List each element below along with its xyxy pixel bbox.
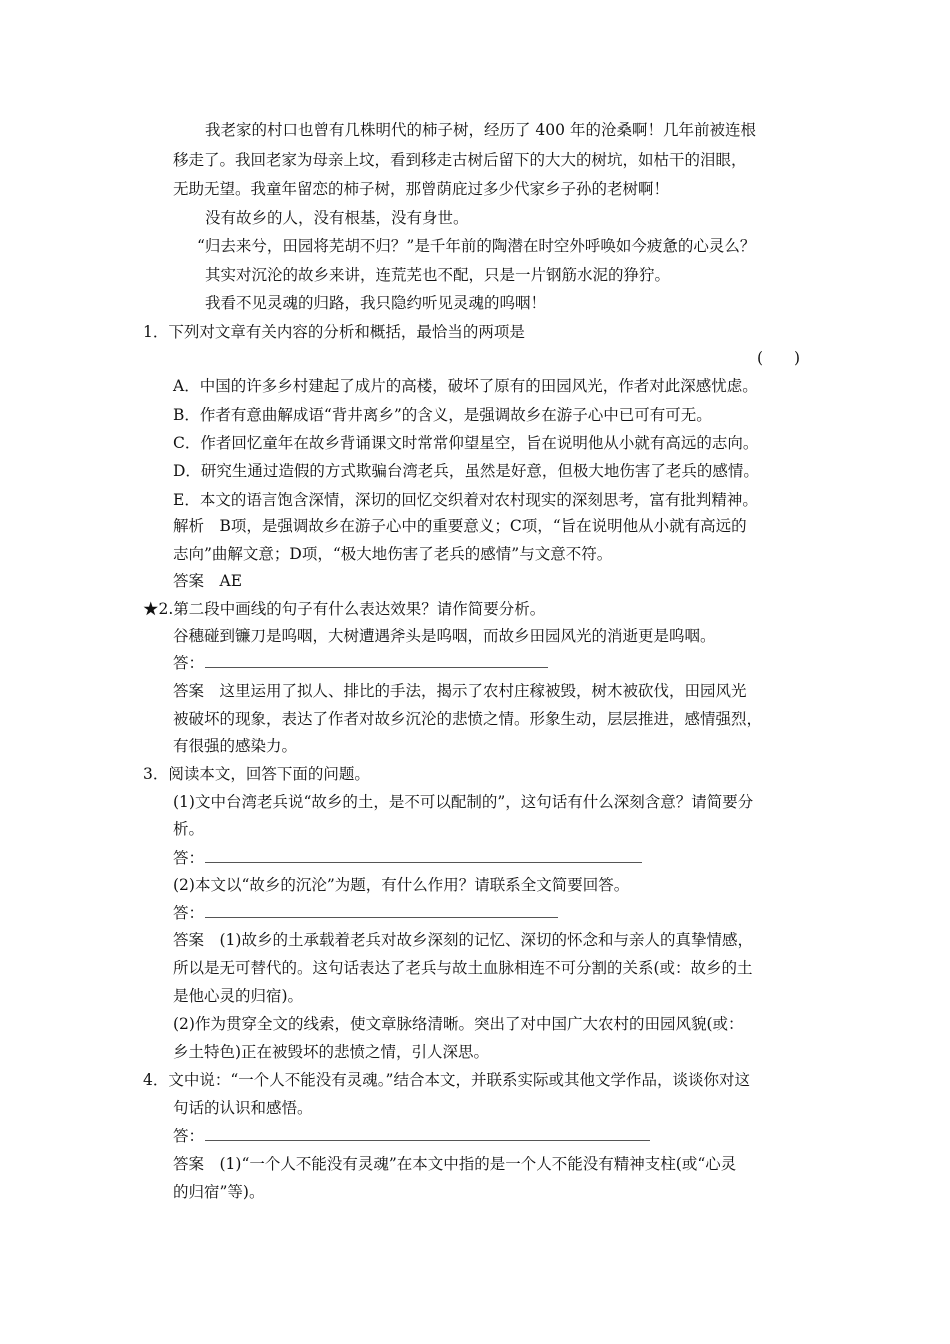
answer-prompt: 答： — [173, 654, 205, 672]
passage-line: 移走了。我回老家为母亲上坟，看到移走古树后留下的大大的树坑，如枯干的泪眼， — [173, 151, 747, 169]
option-c: C．作者回忆童年在故乡背诵课文时常常仰望星空，旨在说明他从小就有高远的志向。 — [173, 434, 759, 452]
passage-line: 无助无望。我童年留恋的柿子树，那曾荫庇过多少代家乡子孙的老树啊！ — [173, 180, 670, 198]
answer-line: 乡土特色)正在被毁坏的悲愤之情，引人深思。 — [173, 1043, 490, 1061]
passage-line: 其实对沉沦的故乡来讲，连荒芜也不配，只是一片钢筋水泥的狰狞。 — [205, 266, 671, 284]
passage-line: 我老家的村口也曾有几株明代的柿子树，经历了 400 年的沧桑啊！几年前被连根 — [205, 121, 756, 139]
sub-question-1: (1)文中台湾老兵说“故乡的土，是不可以配制的”，这句话有什么深刻含意？请简要分 — [173, 793, 754, 811]
answer-blank[interactable] — [205, 667, 548, 668]
answer-line: 有很强的感染力。 — [173, 737, 298, 755]
answer-blank[interactable] — [205, 917, 558, 918]
answer-line: 的归宿”等)。 — [173, 1183, 265, 1201]
question-4-stem: 4．文中说：“一个人不能没有灵魂。”结合本文，并联系实际或其他文学作品，谈谈你对这 — [143, 1071, 750, 1089]
answer-prompt: 答： — [173, 1127, 205, 1145]
answer-line: 答案 AE — [173, 572, 243, 590]
sub-question-1: 析。 — [173, 820, 205, 838]
answer-prompt: 答： — [173, 849, 205, 867]
answer-blank[interactable] — [205, 1140, 650, 1141]
question-2-stem: ★2.第二段中画线的句子有什么表达效果？请作简要分析。 — [143, 600, 546, 618]
question-4-stem: 句话的认识和感悟。 — [173, 1099, 313, 1117]
analysis-line: 志向”曲解文意；D项，“极大地伤害了老兵的感情”与文意不符。 — [173, 545, 613, 563]
answer-line: 答案 (1)故乡的土承载着老兵对故乡深刻的记忆、深切的怀念和与亲人的真挚情感， — [173, 931, 753, 949]
answer-line: 答案 这里运用了拟人、排比的手法，揭示了农村庄稼被毁，树木被砍伐，田园风光 — [173, 682, 747, 700]
passage-line: 我看不见灵魂的归路，我只隐约听见灵魂的呜咽！ — [205, 294, 547, 312]
analysis-line: 解析 B项，是强调故乡在游子心中的重要意义；C项，“旨在说明他从小就有高远的 — [173, 517, 747, 535]
answer-line: 被破坏的现象，表达了作者对故乡沉沦的悲愤之情。形象生动，层层推进，感情强烈， — [173, 710, 763, 728]
answer-line: 所以是无可替代的。这句话表达了老兵与故土血脉相连不可分割的关系(或：故乡的土 — [173, 959, 753, 977]
passage-line: “归去来兮，田园将芜胡不归？”是千年前的陶潜在时空外呼唤如今疲惫的心灵么？ — [197, 237, 756, 255]
option-b: B．作者有意曲解成语“背井离乡”的含义，是强调故乡在游子心中已可有可无。 — [173, 406, 712, 424]
option-a: A．中国的许多乡村建起了成片的高楼，破坏了原有的田园风光，作者对此深感忧虑。 — [173, 377, 758, 395]
answer-line: (2)作为贯穿全文的线索，使文章脉络清晰。突出了对中国广大农村的田园风貌(或： — [173, 1015, 744, 1033]
passage-line: 没有故乡的人，没有根基，没有身世。 — [205, 209, 469, 227]
answer-parenthesis: ( ) — [757, 349, 801, 367]
sub-question-2: (2)本文以“故乡的沉沦”为题，有什么作用？请联系全文简要回答。 — [173, 876, 630, 894]
answer-line: 答案 (1)“一个人不能没有灵魂”在本文中指的是一个人不能没有精神支柱(或“心灵 — [173, 1155, 737, 1173]
question-3-stem: 3．阅读本文，回答下面的问题。 — [143, 765, 370, 783]
option-d: D．研究生通过造假的方式欺骗台湾老兵，虽然是好意，但极大地伤害了老兵的感情。 — [173, 462, 759, 480]
option-e: E．本文的语言饱含深情，深切的回忆交织着对农村现实的深刻思考，富有批判精神。 — [173, 491, 758, 509]
quoted-sentence: 谷穗碰到镰刀是呜咽，大树遭遇斧头是呜咽，而故乡田园风光的消逝更是呜咽。 — [173, 627, 716, 645]
answer-prompt: 答： — [173, 904, 205, 922]
question-1-stem: 1．下列对文章有关内容的分析和概括，最恰当的两项是 — [143, 323, 525, 341]
answer-line: 是他心灵的归宿)。 — [173, 987, 304, 1005]
answer-blank[interactable] — [205, 862, 642, 863]
